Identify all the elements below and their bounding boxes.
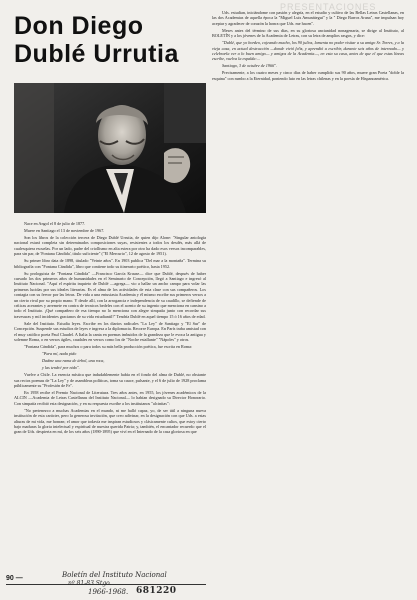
paragraph: Precisamente, a los cuatro meses y cinco días de haber cumplido sus 90 años, muere gran Poeta "doble la esquina" con rumbo a la Eternidad, poniendo luto en las letras chilenas y en la poesía de Hispanoamérica.: [212, 70, 404, 81]
handwritten-years-line: 1966-1968.: [88, 588, 129, 596]
handwritten-issue-line: nº 81-83 Stgo.: [68, 580, 112, 587]
verse-line: y las tendré por nido".: [42, 365, 80, 371]
biography-fact: Nace en Angol el 8 de julio de 1877.: [24, 221, 86, 226]
portrait-image: [14, 83, 206, 213]
paragraph: Son los libros de la colección tercera de Diego Dublé Urrutia, de quien dijo Alone: "Singular antología nacional estará completa sin determinados composiciones suyas, resistentes a todos los desdés, más allá de cualesquiera escuelas. Por un lado, padre del criollismo en alta estera por otro ha dado esos versos incomparables, para sin par, de 'Fontana Cándida', titulo suficiente" ("El Mercurio", 12 de agosto de 1951).: [14, 235, 206, 257]
handwritten-source-line: Boletín del Instituto Nacional: [62, 571, 167, 579]
catalog-number-stamp: 681220: [136, 586, 177, 596]
paragraph: Uds. estudian, iniciándome con pasión y alegría, en el estudio y cultivo de las Bellas Letras Castellanas, en las dos Academias de aquella época la "Miguel Luis Amunátegui" y la " Diego Barros Arana", me impulsan hoy aceptar y agradecer de corazón la honra que Uds. me hacen".: [212, 10, 404, 26]
paragraph: Su primer libro data de 1898, titulado "Veinte años". En 1903 publica "Del mar a la montaña". Termina su bibliografía con "Fontana Cándida", libro que contiene todo su itinerario poético, hasta 1952.: [14, 258, 206, 269]
paragraph: Meses antes del término de sus días, en su gloriosa ancianidad nonagenaria, se dirige al Instituto, al BOLETÍN y a los jóvenes de la Academia de Letras, con su letra de amplios rasgos, y dice:: [212, 27, 404, 39]
title-line-1: Don Diego: [14, 12, 144, 40]
title-line-2: Dublé Urrutia: [14, 40, 179, 68]
watermark: PRESENTACIONES: [280, 2, 377, 12]
paragraph: "No pertenezco a muchas Academias en el mundo, ni me halló capaz, yo, de ser útil a ninguna nueva institución de esta carácter, pero la generosa invitación, que creo adivinar, en la designación con que Uds. a estas alturas de mi vida, me honran; el amor que todavía me inspiran estudiosos y clásicamente cultos, que estoy cierto bajo maduras la gloria intelectual y espiritual de nuestra querida Patria; y, también, el encantador recuerdo que el gran de Uds. despierta en mí, de los seis años (1890-1895) que viví en el Internado de la casa gloriosa en que: [14, 407, 206, 435]
paragraph: Sale del Instituto. Estudia leyes. Escribe en los diarios radicales "La Ley" de Santiago y "El Sur" de Concepción. Suspende sus estudios de leyes e ingresa a la diplomacia. Recorre Europa. En París traba amistad con el muy católico poeta Paul Claudel. A Italia la canta en poemas imbuidos de la grandeza que le evoca la antigua y solemne Roma, o en versos ágiles, caudales en versos como los de "Noche estallante" "Nápoles" y otros.: [14, 320, 206, 343]
portrait-photo: [14, 83, 206, 213]
left-text-column: [14, 221, 206, 436]
right-text-column: [212, 10, 404, 83]
paragraph: En 1958 recibe el Premio Nacional de Literatura. Tres años antes, en 1955, los jóvenes académicos de la ALCIN —Academia de Letras Castellanas del Instituto Nacional— lo habían designado su Director Honorario. Con simpatía recibió esta designación, y en su respuesta escribe a los institutanos "alcinitas":: [14, 389, 206, 406]
verse-line: "Para mí, nada pido: [42, 351, 77, 357]
verse-line: Dadme una rama de árbol, una roca,: [42, 358, 105, 364]
paragraph: "Fontana Cándida", para muchos o para todos su más bella producción poética, fue escrita en Roma:: [24, 344, 193, 350]
paragraph: Su prologuista de "Fontana Cándida" —Francisco García Krause— dice que Dublé, después de haber cursado los dos primeros años de humanidades en el Seminario de Concepción, llegó a Santiago e ingresó al Instituto Nacional. "Aquí el espíritu inquieto de Dublé —agrega— vio a hallar un ancho campo para volar las primeras lucidas por sus ideales literarias. Es el alma de los actividades de esta clase con sus compañeros. Los contagia con su fervor por las letras. De vida a una entusiasta Academia y él mismo escribe sus primeros versos a un cierto rival por su propio mano. Y desde allí, con la arrogancia e independencia de su caudillo, se defiende de críticas acerantes y arremete en contra de tecnicos bedeles con el acento de su ingenio que menciona en cansino a todo el Instituto. ¡Qué compañero de esa tiempo no lo menciona con alegre simpatía junto con recordar sus travesuras y mil incidentes gracianos de su vida estudiantil!" Tendría Dublé en aquel tiempo 15 ó 16 años de edad.: [14, 270, 206, 319]
quoted-letter: "Dublé, que yo bordeo, cojeando mucho, los 90 julios, lamenta no poder visitar a su amigo Sr. Torres, y a la vieja casa, en actual destrucción —donde vivió feliz, y aprendió a escribir, durante seis años de internado— y celebrarla ver a lo buen amigo— y amigos de la Academia—, en esta su casa, antes de que el que estas líneas escribe, vuelva la espalda:...: [212, 40, 404, 62]
page-number: 90 —: [6, 575, 23, 582]
article-title: [14, 12, 210, 68]
biography-fact: Muere en Santiago el 13 de noviembre de 1967.: [24, 228, 105, 233]
paragraph: Vuelve a Chile. La esencia mística que indudablemente había en el fondo del alma de Dublé, no obstante sus recios poemas de "La Ley" y de asambleas políticas, toma su cauce, pulsante, y el 6 de julio de 1928 proclama públicamente su "Profesión de Fe".: [14, 372, 206, 388]
quoted-letter: Santiago, 3 de octubre de 1966".: [222, 63, 277, 69]
